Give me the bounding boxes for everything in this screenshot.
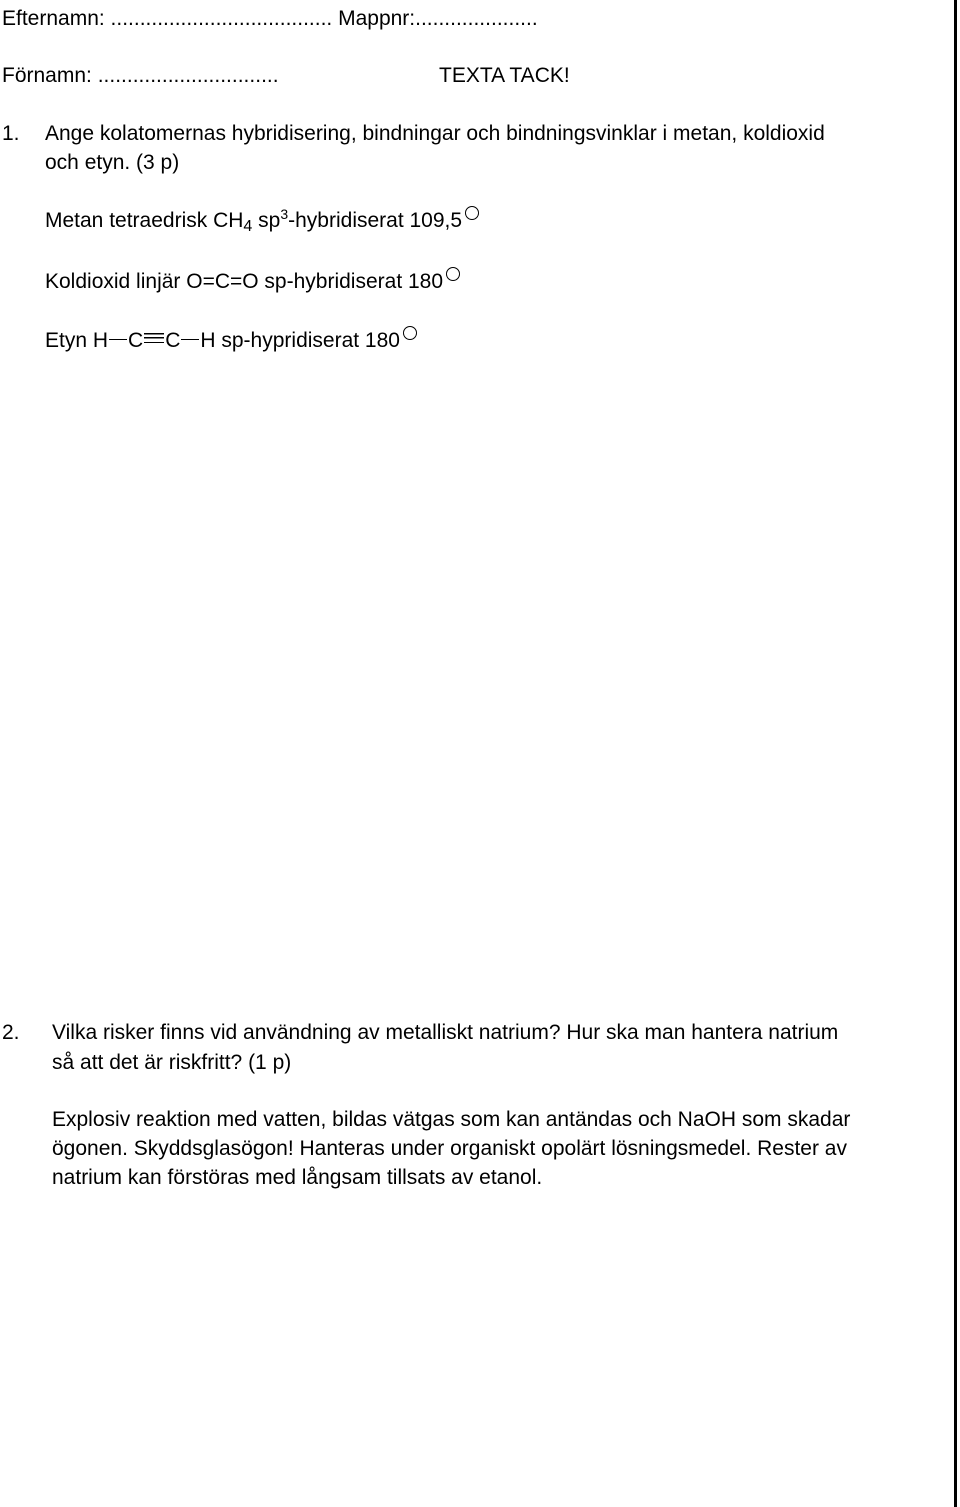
q2-question-line1: Vilka risker finns vid användning av metalliskt natrium? Hur ska man hantera natrium <box>52 1021 839 1044</box>
metan-subscript: 4 <box>243 218 253 235</box>
q2-number: 2. <box>2 1021 20 1044</box>
q1-answer-etyn <box>45 330 417 351</box>
degree-icon <box>403 326 417 340</box>
q1-answer-metan <box>45 206 479 235</box>
triple-bond-icon <box>144 333 164 343</box>
q1-question-line2: och etyn. (3 p) <box>45 151 180 174</box>
efternamn-line: Efternamn: ...................................... Mappnr:..................... <box>2 7 538 30</box>
etyn-label: Etyn H <box>45 329 109 352</box>
metan-text-b: sp <box>252 209 281 232</box>
metan-text-c: -hybridiserat 109,5 <box>288 209 463 232</box>
q2-answer-line2: ögonen. Skyddsglasögon! Hanteras under organiskt opolärt lösningsmedel. Rester av <box>52 1137 847 1160</box>
q2-answer-line3: natrium kan förstöras med långsam tillsats av etanol. <box>52 1166 543 1189</box>
single-bond-icon <box>181 339 199 340</box>
fornamn-line: Förnamn: ............................... <box>2 64 279 87</box>
etyn-hybridisation: H sp-hypridiserat 180 <box>200 329 400 352</box>
degree-icon <box>465 206 479 220</box>
metan-superscript: 3 <box>280 206 289 222</box>
metan-text-a: Metan tetraedrisk CH <box>45 209 244 232</box>
texta-tack-label: TEXTA TACK! <box>439 64 570 87</box>
degree-icon <box>446 267 460 281</box>
q1-answer-koldioxid <box>45 271 460 292</box>
etyn-carbon-1: C <box>128 329 144 352</box>
etyn-carbon-2: C <box>165 329 181 352</box>
q2-answer-line1: Explosiv reaktion med vatten, bildas vätgas som kan antändas och NaOH som skadar <box>52 1108 851 1131</box>
page-right-border <box>954 0 957 1507</box>
q1-question-line1: Ange kolatomernas hybridisering, bindningar och bindningsvinklar i metan, koldioxid <box>45 122 825 145</box>
q1-number: 1. <box>2 122 20 145</box>
single-bond-icon <box>109 339 127 340</box>
q2-question-line2: så att det är riskfritt? (1 p) <box>52 1051 292 1074</box>
koldioxid-text: Koldioxid linjär O=C=O sp-hybridiserat 180 <box>45 270 444 293</box>
